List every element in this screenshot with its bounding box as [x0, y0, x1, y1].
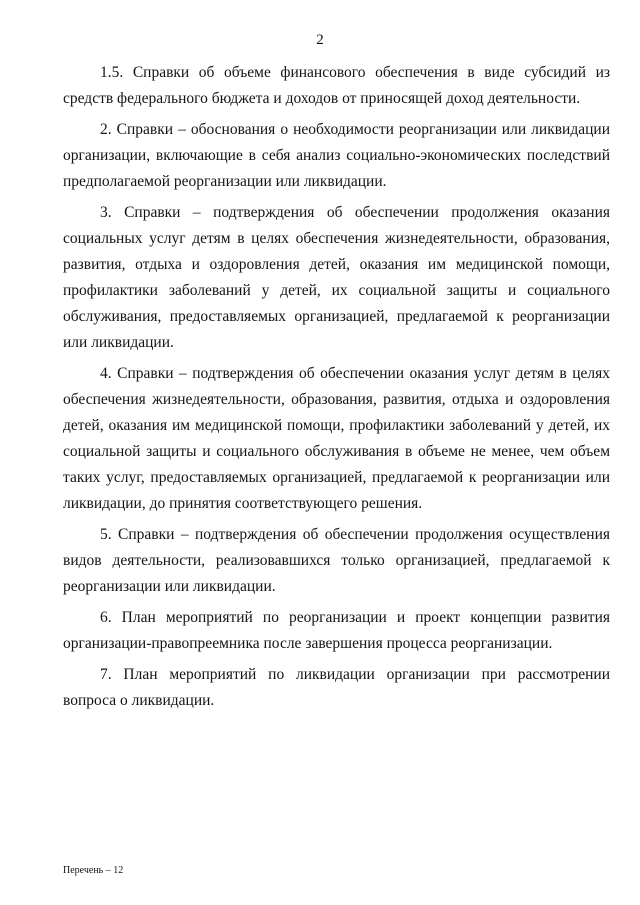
paragraph-6: 6. План мероприятий по реорганизации и проект концепции развития организации-правопреемника после завершения процесса реорганизации. — [63, 609, 610, 652]
paragraph-3: 3. Справки – подтверждения об обеспечении продолжения оказания социальных услуг детям в целях обеспечения жизнедеятельности, образования, развития, отдыха и оздоровления детей, оказания им медицинской помощи, профилактики заболеваний у детей, их социальной защиты и социального обслуживания, предоставляемых организацией, предлагаемой к реорганизации или ликвидации. — [63, 204, 610, 351]
paragraph-5: 5. Справки – подтверждения об обеспечении продолжения осуществления видов деятельности, реализовавшихся только организацией, предлагаемой к реорганизации или ликвидации. — [63, 526, 610, 595]
page-number: 2 — [316, 32, 324, 48]
paragraph-2: 2. Справки – обоснования о необходимости реорганизации или ликвидации организации, включающие в себя анализ социально-экономических последствий предполагаемой реорганизации или ликвидации. — [63, 121, 610, 190]
paragraph-1-5: 1.5. Справки об объеме финансового обеспечения в виде субсидий из средств федерального бюджета и доходов от приносящей доход деятельности. — [63, 64, 610, 107]
footer-note: Перечень – 12 — [63, 865, 124, 876]
paragraph-4: 4. Справки – подтверждения об обеспечении оказания услуг детям в целях обеспечения жизнедеятельности, образования, развития, отдыха и оздоровления детей, оказания им медицинской помощи, профилактики заболеваний у детей, их социальной защиты и социального обслуживания в объеме не менее, чем объем таких услуг, предоставляемых организацией, предлагаемой к реорганизации или ликвидации, до принятия соответствующего решения. — [63, 365, 610, 512]
document-body — [63, 60, 610, 719]
paragraph-7: 7. План мероприятий по ликвидации организации при рассмотрении вопроса о ликвидации. — [63, 666, 610, 709]
